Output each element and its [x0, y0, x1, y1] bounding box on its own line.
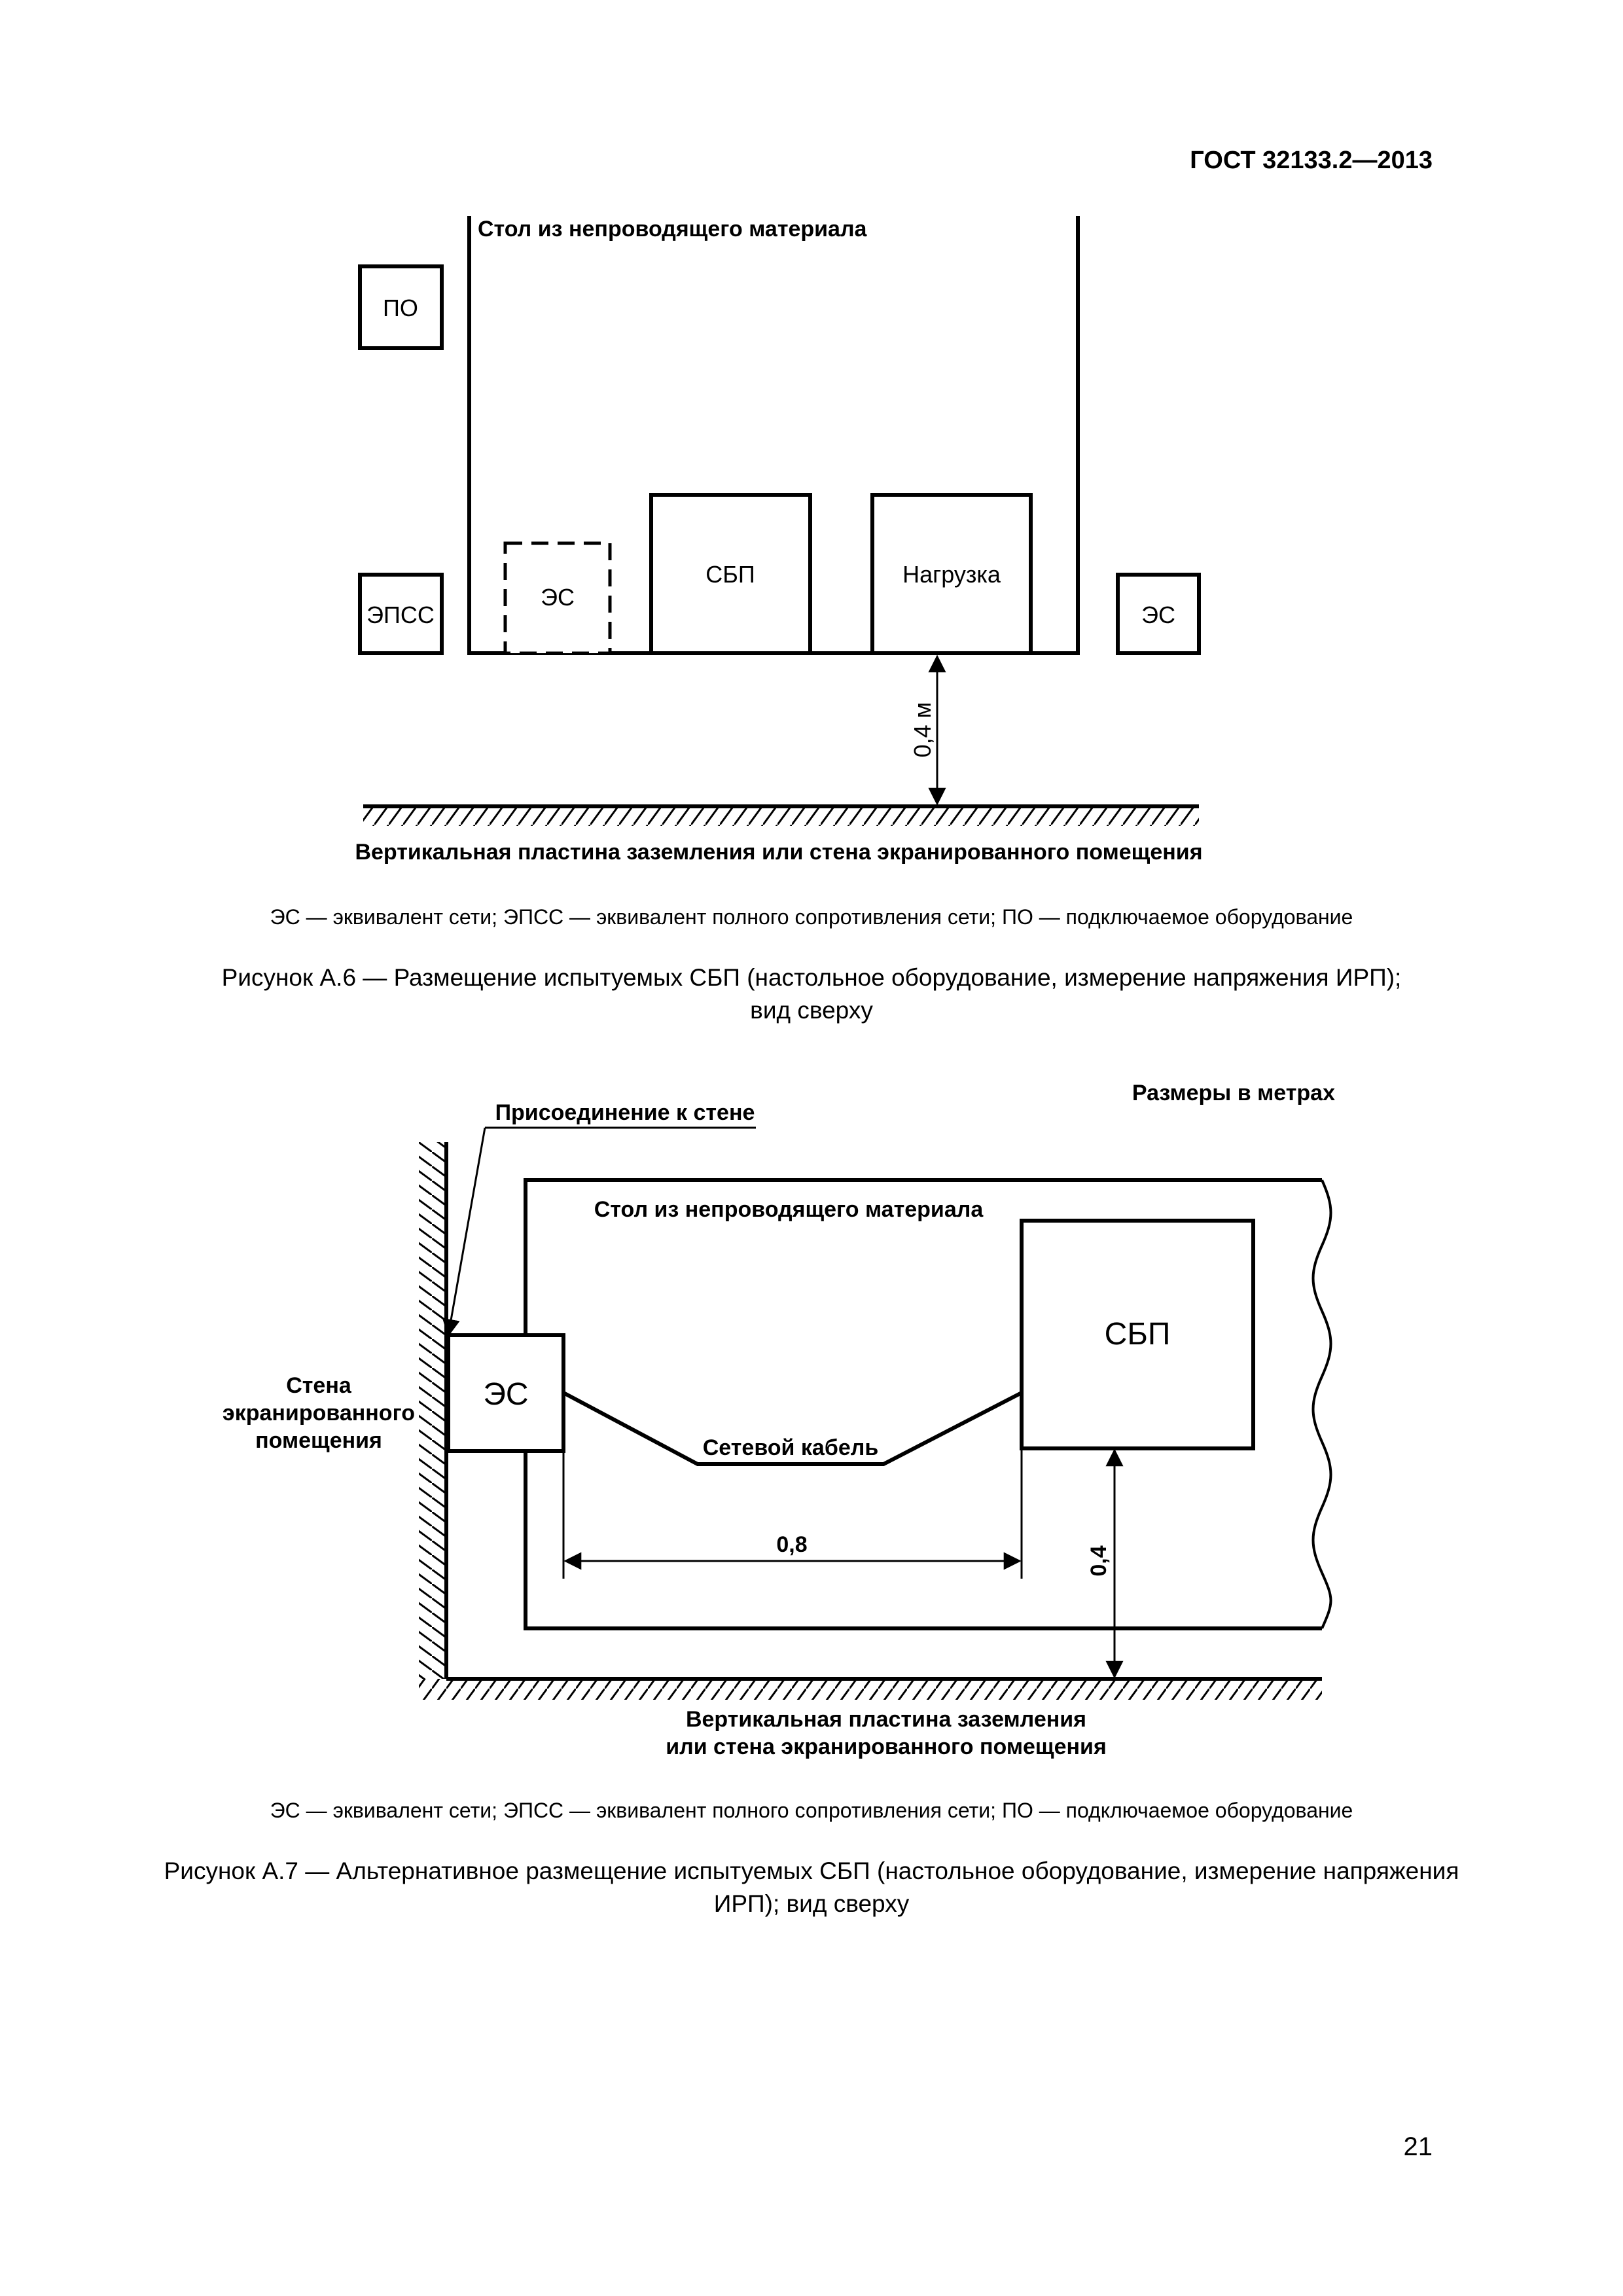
es-right-box-label: ЭС — [1141, 601, 1175, 628]
ground-label-line2: или стена экранированного помещения — [666, 1734, 1107, 1759]
wall-hatching — [419, 1142, 446, 1679]
page-number: 21 — [1403, 2132, 1433, 2161]
figure-a7-legend: ЭС — эквивалент сети; ЭПСС — эквивалент полного сопротивления сети; ПО — подключаемое оборудование — [270, 1799, 1353, 1822]
document-standard-number: ГОСТ 32133.2—2013 — [1190, 147, 1433, 174]
figure-a7-caption — [105, 1855, 1518, 1920]
units-note: Размеры в метрах — [1132, 1081, 1335, 1105]
figure-a6-caption-line1: Рисунок А.6 — Размещение испытуемых СБП (настольное оборудование, измерение напряжения ИРП); — [221, 964, 1402, 991]
load-box-label: Нагрузка — [902, 561, 1001, 588]
cable-label: Сетевой кабель — [702, 1435, 879, 1460]
figure-a6-legend: ЭС — эквивалент сети; ЭПСС — эквивалент полного сопротивления сети; ПО — подключаемое оборудование — [270, 905, 1353, 929]
figure-a6-caption — [105, 961, 1518, 1027]
vertical-dimension-label: 0,4 — [1086, 1545, 1111, 1577]
table-label: Стол из непроводящего материала — [594, 1197, 984, 1222]
wall-label-line3: помещения — [255, 1428, 382, 1453]
es-dashed-label: ЭС — [541, 584, 575, 611]
po-box-label: ПО — [383, 295, 418, 321]
ground-plate-label: Вертикальная пластина заземления или стена экранированного помещения — [355, 840, 1203, 865]
wall-label-line1: Стена — [286, 1373, 351, 1398]
wall-label-line2: экранированного — [222, 1401, 416, 1426]
es-box-label: ЭС — [483, 1377, 529, 1412]
figure-a7-caption-line1: Рисунок А.7 — Альтернативное размещение испытуемых СБП (настольное оборудование, измерение напряжения — [164, 1857, 1459, 1884]
sbp-box-label: СБП — [1104, 1317, 1171, 1352]
sbp-box-label: СБП — [705, 561, 755, 588]
distance-dimension-label: 0,4 м — [909, 702, 936, 758]
horizontal-dimension-label: 0,8 — [776, 1532, 808, 1557]
ground-label-line1: Вертикальная пластина заземления — [685, 1707, 1087, 1732]
floor-hatching — [419, 1679, 1322, 1700]
wall-connection-pointer — [448, 1128, 485, 1335]
table-label: Стол из непроводящего материала — [478, 217, 867, 242]
figure-a7-caption-line2: ИРП); вид сверху — [713, 1890, 910, 1917]
wall-connection-label: Присоединение к стене — [495, 1100, 755, 1125]
figure-a6-caption-line2: вид сверху — [750, 997, 873, 1024]
ground-plate-hatching — [363, 806, 1199, 826]
epss-box-label: ЭПСС — [366, 601, 435, 628]
figure-a7-diagram — [0, 1060, 1623, 1774]
table-wavy-edge — [1313, 1180, 1331, 1628]
figure-a6-diagram — [0, 0, 1623, 877]
